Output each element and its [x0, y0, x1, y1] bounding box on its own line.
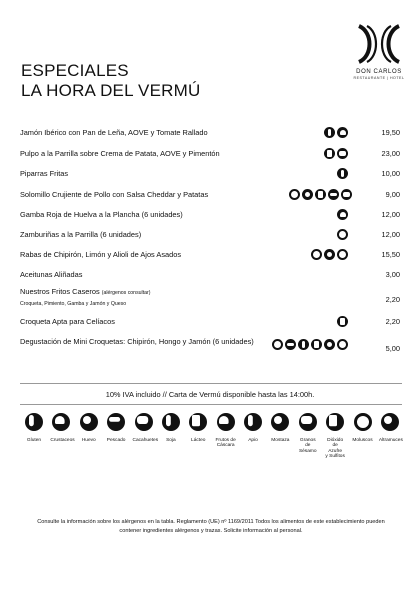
- legend-label: Lácteo: [191, 438, 206, 443]
- legend-label: Cacahuetes: [132, 438, 159, 443]
- legend-label: Pescado: [106, 438, 126, 443]
- crustacean-icon: [337, 209, 348, 220]
- item-name: Piparras Fritas: [20, 169, 69, 178]
- item-price: 10,00: [381, 169, 400, 178]
- divider: [20, 383, 402, 384]
- dairy-icon: [324, 148, 335, 159]
- legend-label: Apio: [248, 438, 258, 443]
- item-name: Jamón Ibérico con Pan de Leña, AOVE y Tomate Rallado: [20, 128, 208, 137]
- allergen-icons: [289, 189, 352, 200]
- item-price: 12,00: [381, 210, 400, 219]
- dairy-icon: [315, 189, 326, 200]
- item-price: 19,50: [381, 128, 400, 137]
- egg-icon: [302, 189, 313, 200]
- logo-name: DON CARLOS: [356, 69, 402, 75]
- item-note: (alérgenos consultar): [101, 290, 151, 296]
- mollusc-icon: [311, 249, 322, 260]
- legend-item: [269, 413, 291, 460]
- legend-label: Granos de Sésamo: [298, 438, 317, 454]
- dairy-icon: [337, 316, 348, 327]
- legend-item: [324, 413, 346, 460]
- restaurant-logo: [350, 22, 408, 80]
- legend-item: [352, 413, 374, 460]
- sulphites-icon: [326, 413, 344, 431]
- title-line-1: ESPECIALES: [21, 61, 129, 80]
- crustacean-icon: [337, 127, 348, 138]
- legend-label: Soja: [166, 438, 176, 443]
- celery-icon: [244, 413, 262, 431]
- mollusc-icon: [337, 249, 348, 260]
- egg-icon: [324, 339, 335, 350]
- legend-item: [379, 413, 401, 460]
- legend-label: Altramuces: [378, 438, 403, 443]
- logo-mark-icon: [357, 22, 401, 66]
- mollusc-icon: [337, 148, 348, 159]
- vat-notice: 10% IVA incluido // Carta de Vermú disponible hasta las 14:00h.: [105, 390, 315, 399]
- legend-item: [50, 413, 75, 460]
- allergen-icons: [324, 127, 348, 138]
- peanut-icon: [135, 413, 153, 431]
- allergen-icons: [337, 168, 348, 179]
- allergen-icons: [337, 316, 348, 327]
- allergen-disclaimer: Consulte la información sobre los alérgenos en la tabla. Reglamento (UE) nº 1169/2011 Todos los alimentos de este establecimiento pueden contener ingredientes alérgenos y trazas. Solicite información al personal.: [37, 519, 385, 534]
- legend-item: [78, 413, 100, 460]
- allergen-icons: [337, 209, 348, 220]
- item-price: 5,00: [385, 344, 400, 353]
- legend-label: Dióxido de Azufre y Sulfitos: [325, 438, 345, 460]
- item-name: Gamba Roja de Huelva a la Plancha (6 unidades): [20, 210, 183, 219]
- egg-icon: [272, 339, 283, 350]
- item-price: 3,00: [385, 270, 400, 279]
- item-price: 9,00: [385, 190, 400, 199]
- item-name: Aceitunas Aliñadas: [20, 270, 83, 279]
- legend-item: [242, 413, 264, 460]
- egg-icon: [80, 413, 98, 431]
- allergen-icons: [337, 229, 348, 240]
- allergen-icons: [272, 339, 348, 350]
- legend-label: Crustaceos: [50, 438, 75, 443]
- allergen-icons: [311, 249, 348, 260]
- sesame-icon: [299, 413, 317, 431]
- item-description: Croqueta, Pimiento, Gamba y Jamón y Queso: [20, 301, 127, 307]
- legend-item: [187, 413, 209, 460]
- mollusc-icon: [354, 413, 372, 431]
- egg-icon: [324, 249, 335, 260]
- legend-item: [160, 413, 182, 460]
- legend-label: Huevo: [81, 438, 96, 443]
- item-price: 23,00: [381, 149, 400, 158]
- item-price: 2,20: [385, 295, 400, 304]
- lupin-icon: [381, 413, 399, 431]
- item-name: Pulpo a la Parrilla sobre Crema de Patata, AOVE y Pimentón: [20, 149, 220, 158]
- item-name: Rabas de Chipirón, Limón y Alioli de Ajos Asados: [20, 250, 182, 259]
- item-name-text: Nuestros Fritos Caseros: [20, 287, 100, 296]
- soy-icon: [162, 413, 180, 431]
- fish-icon: [107, 413, 125, 431]
- legend-item: [132, 413, 159, 460]
- nuts-icon: [217, 413, 235, 431]
- legend-label: Moluscos: [352, 438, 373, 443]
- egg-icon: [289, 189, 300, 200]
- gluten-icon: [324, 127, 335, 138]
- allergen-legend: [23, 413, 401, 460]
- legend-item: [23, 413, 45, 460]
- logo-subtitle: RESTAURANTE | HOTEL: [353, 76, 405, 80]
- divider: [20, 404, 402, 405]
- mollusc-icon: [337, 229, 348, 240]
- item-name: [20, 287, 150, 298]
- mollusc-icon: [337, 339, 348, 350]
- legend-label: Frutos de Cáscara: [215, 438, 236, 449]
- item-price: 2,20: [385, 317, 400, 326]
- allergen-icons: [324, 148, 348, 159]
- gluten-icon: [337, 168, 348, 179]
- item-name: Degustación de Mini Croquetas: Chipirón, Hongo y Jamón (6 unidades): [20, 337, 254, 346]
- item-price: 15,50: [381, 250, 400, 259]
- item-price: 12,00: [381, 230, 400, 239]
- legend-item: [215, 413, 237, 460]
- mustard-icon: [341, 189, 352, 200]
- legend-label: Gluten: [26, 438, 42, 443]
- gluten-icon: [25, 413, 43, 431]
- fish-icon: [328, 189, 339, 200]
- fish-icon: [285, 339, 296, 350]
- item-name: Croqueta Apta para Celíacos: [20, 317, 115, 326]
- title-line-2: LA HORA DEL VERMÚ: [21, 81, 201, 100]
- item-name: Solomillo Crujiente de Pollo con Salsa Cheddar y Patatas: [20, 190, 209, 199]
- item-name: Zamburiñas a la Parrilla (6 unidades): [20, 230, 142, 239]
- gluten-icon: [298, 339, 309, 350]
- legend-item: [105, 413, 127, 460]
- dairy-icon: [311, 339, 322, 350]
- dairy-icon: [189, 413, 207, 431]
- legend-label: Mostaza: [271, 438, 290, 443]
- legend-item: [297, 413, 319, 460]
- mustard-icon: [271, 413, 289, 431]
- page-title: [21, 61, 200, 101]
- crustacean-icon: [52, 413, 70, 431]
